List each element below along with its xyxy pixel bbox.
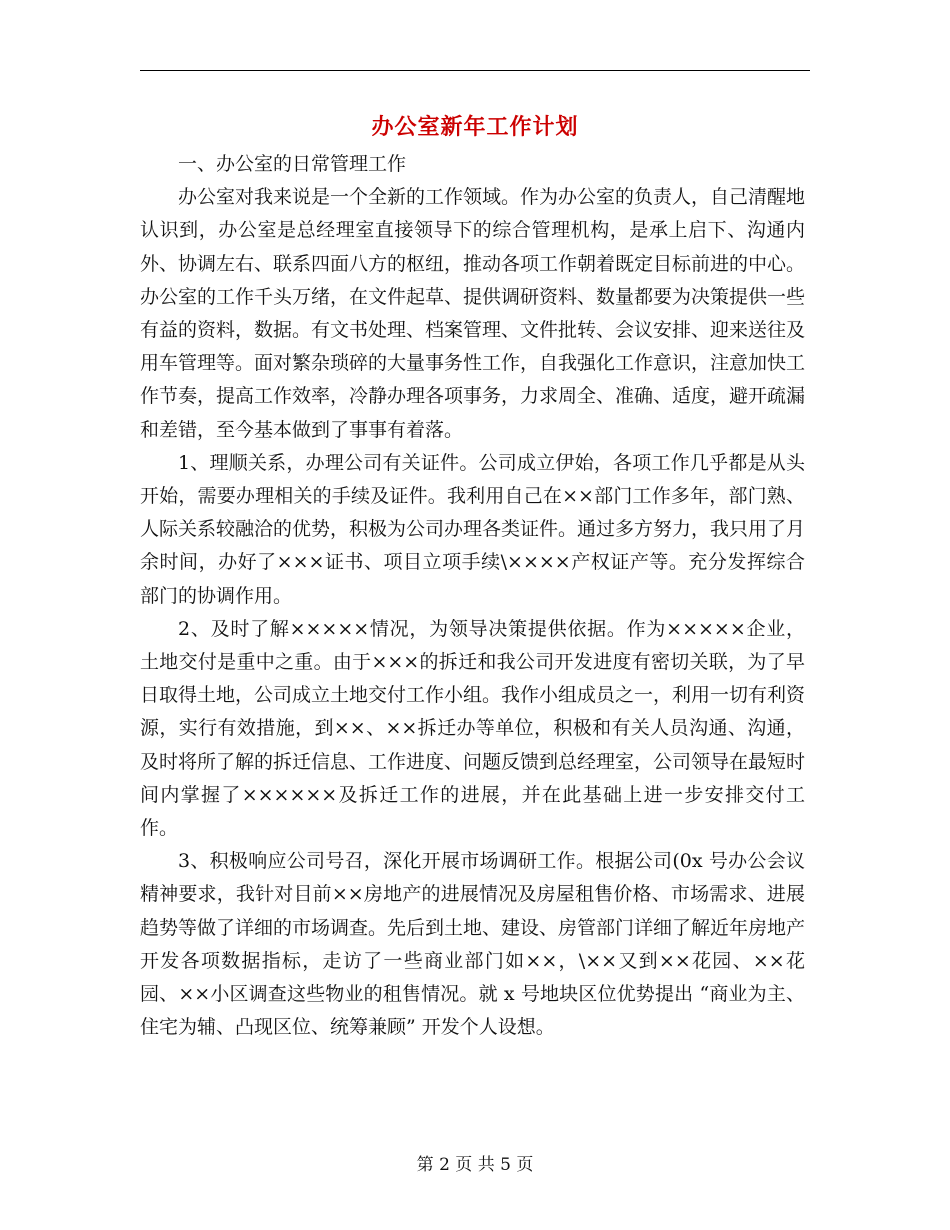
- document-body: [140, 148, 805, 1044]
- body-paragraph: 办公室对我来说是一个全新的工作领域。作为办公室的负责人，自己清醒地认识到，办公室是总经理室直接领导下的综合管理机构，是承上启下、沟通内外、协调左右、联系四面八方的枢纽，推动各项工作朝着既定目标前进的中心。办公室的工作千头万绪，在文件起草、提供调研资料、数量都要为决策提供一些有益的资料，数据。有文书处理、档案管理、文件批转、会议安排、迎来送往及用车管理等。面对繁杂琐碎的大量事务性工作，自我强化工作意识，注意加快工作节奏，提高工作效率，冷静办理各项事务，力求周全、准确、适度，避开疏漏和差错，至今基本做到了事事有着落。: [140, 186, 806, 441]
- section-heading: 一、办公室的日常管理工作: [178, 153, 407, 175]
- header-rule: [140, 70, 810, 71]
- page-number: 第 2 页 共 5 页: [416, 1155, 534, 1175]
- body-paragraph: 3、积极响应公司号召，深化开展市场调研工作。根据公司(0x 号办公会议精神要求，我针对目前××房地产的进展情况及房屋租售价格、市场需求、进展趋势等做了详细的市场调查。先后到土地、建设、房管部门详细了解近年房地产开发各项数据指标，走访了一些商业部门如××，\××又到××花园、××花园、××小区调查这些物业的租售情况。就 x 号地块区位优势提出 “商业为主、住宅为辅、凸现区位、统筹兼顾” 开发个人设想。: [140, 850, 806, 1039]
- document-title: 办公室新年工作计划: [371, 115, 579, 140]
- body-paragraph: 1、理顺关系，办理公司有关证件。公司成立伊始，各项工作几乎都是从头开始，需要办理相关的手续及证件。我利用自己在××部门工作多年，部门熟、人际关系较融洽的优势，积极为公司办理各类证件。通过多方努力，我只用了月余时间，办好了×××证书、项目立项手续\××××产权证产等。充分发挥综合部门的协调作用。: [140, 451, 806, 607]
- body-paragraph: 2、及时了解×××××情况，为领导决策提供依据。作为×××××企业，土地交付是重中之重。由于×××的拆迁和我公司开发进度有密切关联，为了早日取得土地，公司成立土地交付工作小组。我作小组成员之一，利用一切有利资源，实行有效措施，到××、××拆迁办等单位，积极和有关人员沟通、沟通，及时将所了解的拆迁信息、工作进度、问题反馈到总经理室，公司领导在最短时间内掌握了××××××及拆迁工作的进展，并在此基础上进一步安排交付工作。: [140, 617, 806, 840]
